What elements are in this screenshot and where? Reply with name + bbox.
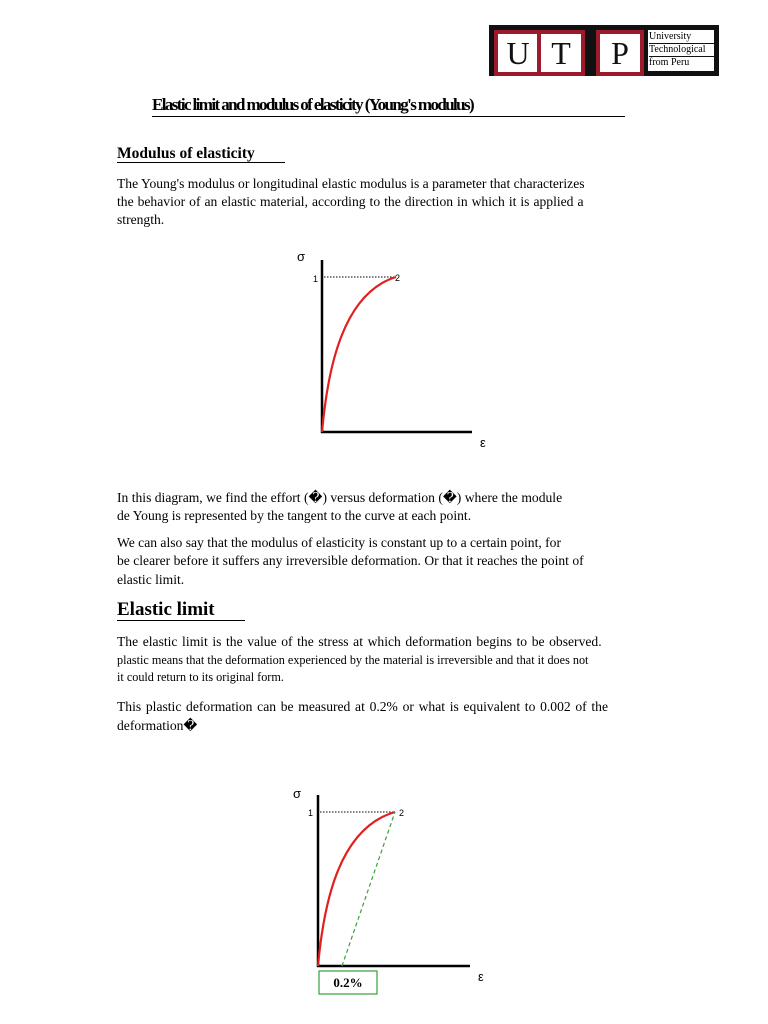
intro-line-3: strength. — [117, 212, 165, 227]
offset-label: 0.2% — [333, 975, 363, 990]
logo-text — [648, 30, 714, 71]
offset-line — [342, 812, 395, 966]
logo-line-1: University — [649, 31, 714, 44]
sigma-label-2: σ — [293, 786, 302, 801]
offset-yield-diagram — [280, 780, 510, 1000]
logo-line-3: from Peru — [649, 57, 690, 68]
logo-letter-p: P — [596, 30, 644, 76]
diagram-explanation-line-1: In this diagram, we find the effort (�) versus deformation (�) where the module — [117, 490, 563, 505]
logo-letter-t: T — [537, 30, 585, 76]
plastic-deformation-line-1: This plastic deformation can be measured at 0.2% or what is equivalent to 0.002 of the — [117, 699, 608, 714]
stress-strain-curve-2 — [318, 812, 395, 966]
intro-line-1: The Young's modulus or longitudinal elastic modulus is a parameter that characterizes — [117, 176, 585, 191]
point-2-label-2: 2 — [399, 808, 405, 818]
logo-letter-u: U — [494, 30, 542, 76]
constant-modulus-line-1: We can also say that the modulus of elasticity is constant up to a certain point, for — [117, 535, 561, 550]
section-heading-modulus: Modulus of elasticity — [117, 145, 285, 163]
point-1-label-2: 1 — [308, 808, 314, 818]
utp-logo — [489, 25, 719, 76]
plastic-deformation-line-2: deformation� — [117, 718, 198, 733]
intro-line-2: the behavior of an elastic material, according to the direction in which it is applied a — [117, 194, 584, 209]
constant-modulus-line-2: be clearer before it suffers any irreversible deformation. Or that it reaches the point of — [117, 553, 584, 568]
stress-strain-curve — [322, 277, 396, 432]
point-2-label: 2 — [395, 273, 401, 283]
logo-line-2: Technological — [649, 44, 714, 57]
elastic-limit-line-3: it could return to its original form. — [117, 670, 284, 684]
page-title: Elastic limit and modulus of elasticity (Young's modulus) — [152, 96, 625, 117]
sigma-label: σ — [297, 249, 306, 264]
section-heading-elastic-limit: Elastic limit — [117, 600, 245, 621]
constant-modulus-line-3: elastic limit. — [117, 572, 185, 587]
epsilon-label-2: ε — [478, 969, 484, 984]
stress-strain-diagram — [280, 245, 510, 455]
epsilon-label: ε — [480, 435, 486, 450]
elastic-limit-line-1: The elastic limit is the value of the stress at which deformation begins to be observed. — [117, 634, 602, 649]
point-1-label: 1 — [313, 274, 319, 284]
diagram-explanation-line-2: de Young is represented by the tangent to the curve at each point. — [117, 508, 472, 523]
elastic-limit-line-2: plastic means that the deformation experienced by the material is irreversible and that it does not — [117, 653, 589, 667]
